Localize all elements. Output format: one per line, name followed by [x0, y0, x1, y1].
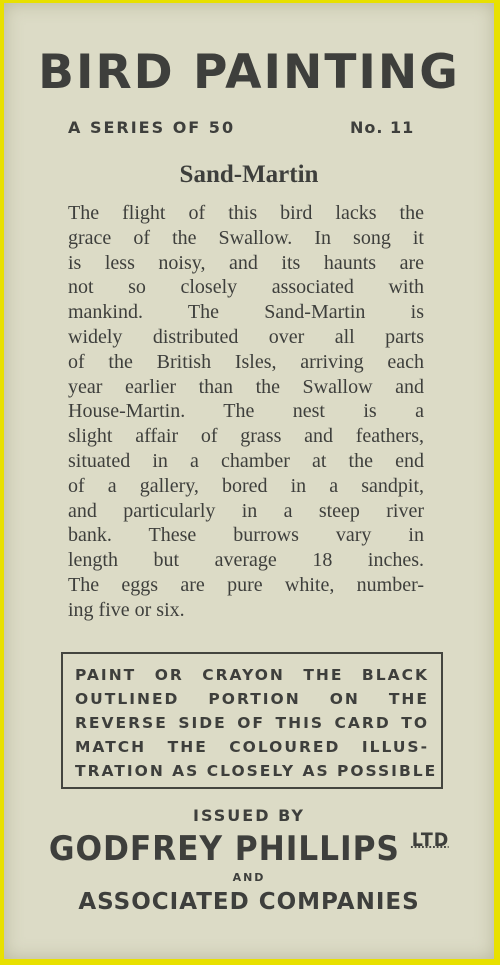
instruction-line: REVERSE SIDE OF THIS CARD TO [75, 714, 429, 732]
description-line: slight affair of grass and feathers, [68, 425, 424, 448]
description-line: length but average 18 inches. [68, 549, 424, 572]
instruction-box [61, 652, 443, 789]
cigarette-card [4, 3, 494, 959]
instruction-line: OUTLINED PORTION ON THE [75, 690, 429, 708]
card-title: BIRD PAINTING [38, 45, 460, 100]
series-label: A SERIES OF 50 [68, 118, 236, 137]
description-line: The eggs are pure white, number- [68, 573, 424, 596]
description-line: of a gallery, bored in a sandpit, [68, 474, 424, 497]
description-line: of the British Isles, arriving each [68, 350, 424, 373]
company-name-text: GODFREY PHILLIPS [48, 829, 400, 869]
description-line: situated in a chamber at the end [68, 449, 424, 472]
associated-companies: ASSOCIATED COMPANIES [78, 889, 420, 915]
description-line: mankind. The Sand-Martin is [68, 301, 424, 324]
instruction-line: TRATION AS CLOSELY AS POSSIBLE [75, 762, 438, 780]
description-line: year earlier than the Swallow and [68, 375, 424, 398]
description-line: grace of the Swallow. In song it [68, 226, 424, 249]
description-line: bank. These burrows vary in [68, 524, 424, 547]
description-paragraph [68, 201, 424, 623]
issued-by-label: ISSUED BY [193, 806, 305, 825]
instruction-line: MATCH THE COLOURED ILLUS- [75, 738, 429, 756]
instruction-text [63, 663, 441, 783]
company-name [24, 829, 475, 869]
description-line: not so closely associated with [68, 276, 424, 299]
and-label: AND [232, 871, 266, 884]
description-line: widely distributed over all parts [68, 325, 424, 348]
description-line: and particularly in a steep river [68, 499, 424, 522]
description-line: The flight of this bird lacks the [68, 202, 424, 224]
description-line: is less noisy, and its haunts are [68, 251, 424, 274]
description-line: ing five or six. [68, 598, 185, 621]
card-number: No. 11 [350, 118, 415, 137]
instruction-line: PAINT OR CRAYON THE BLACK [75, 666, 429, 684]
bird-name-heading: Sand-Martin [179, 161, 319, 188]
description-line: House-Martin. The nest is a [68, 400, 424, 423]
company-suffix: LTD [411, 829, 450, 851]
